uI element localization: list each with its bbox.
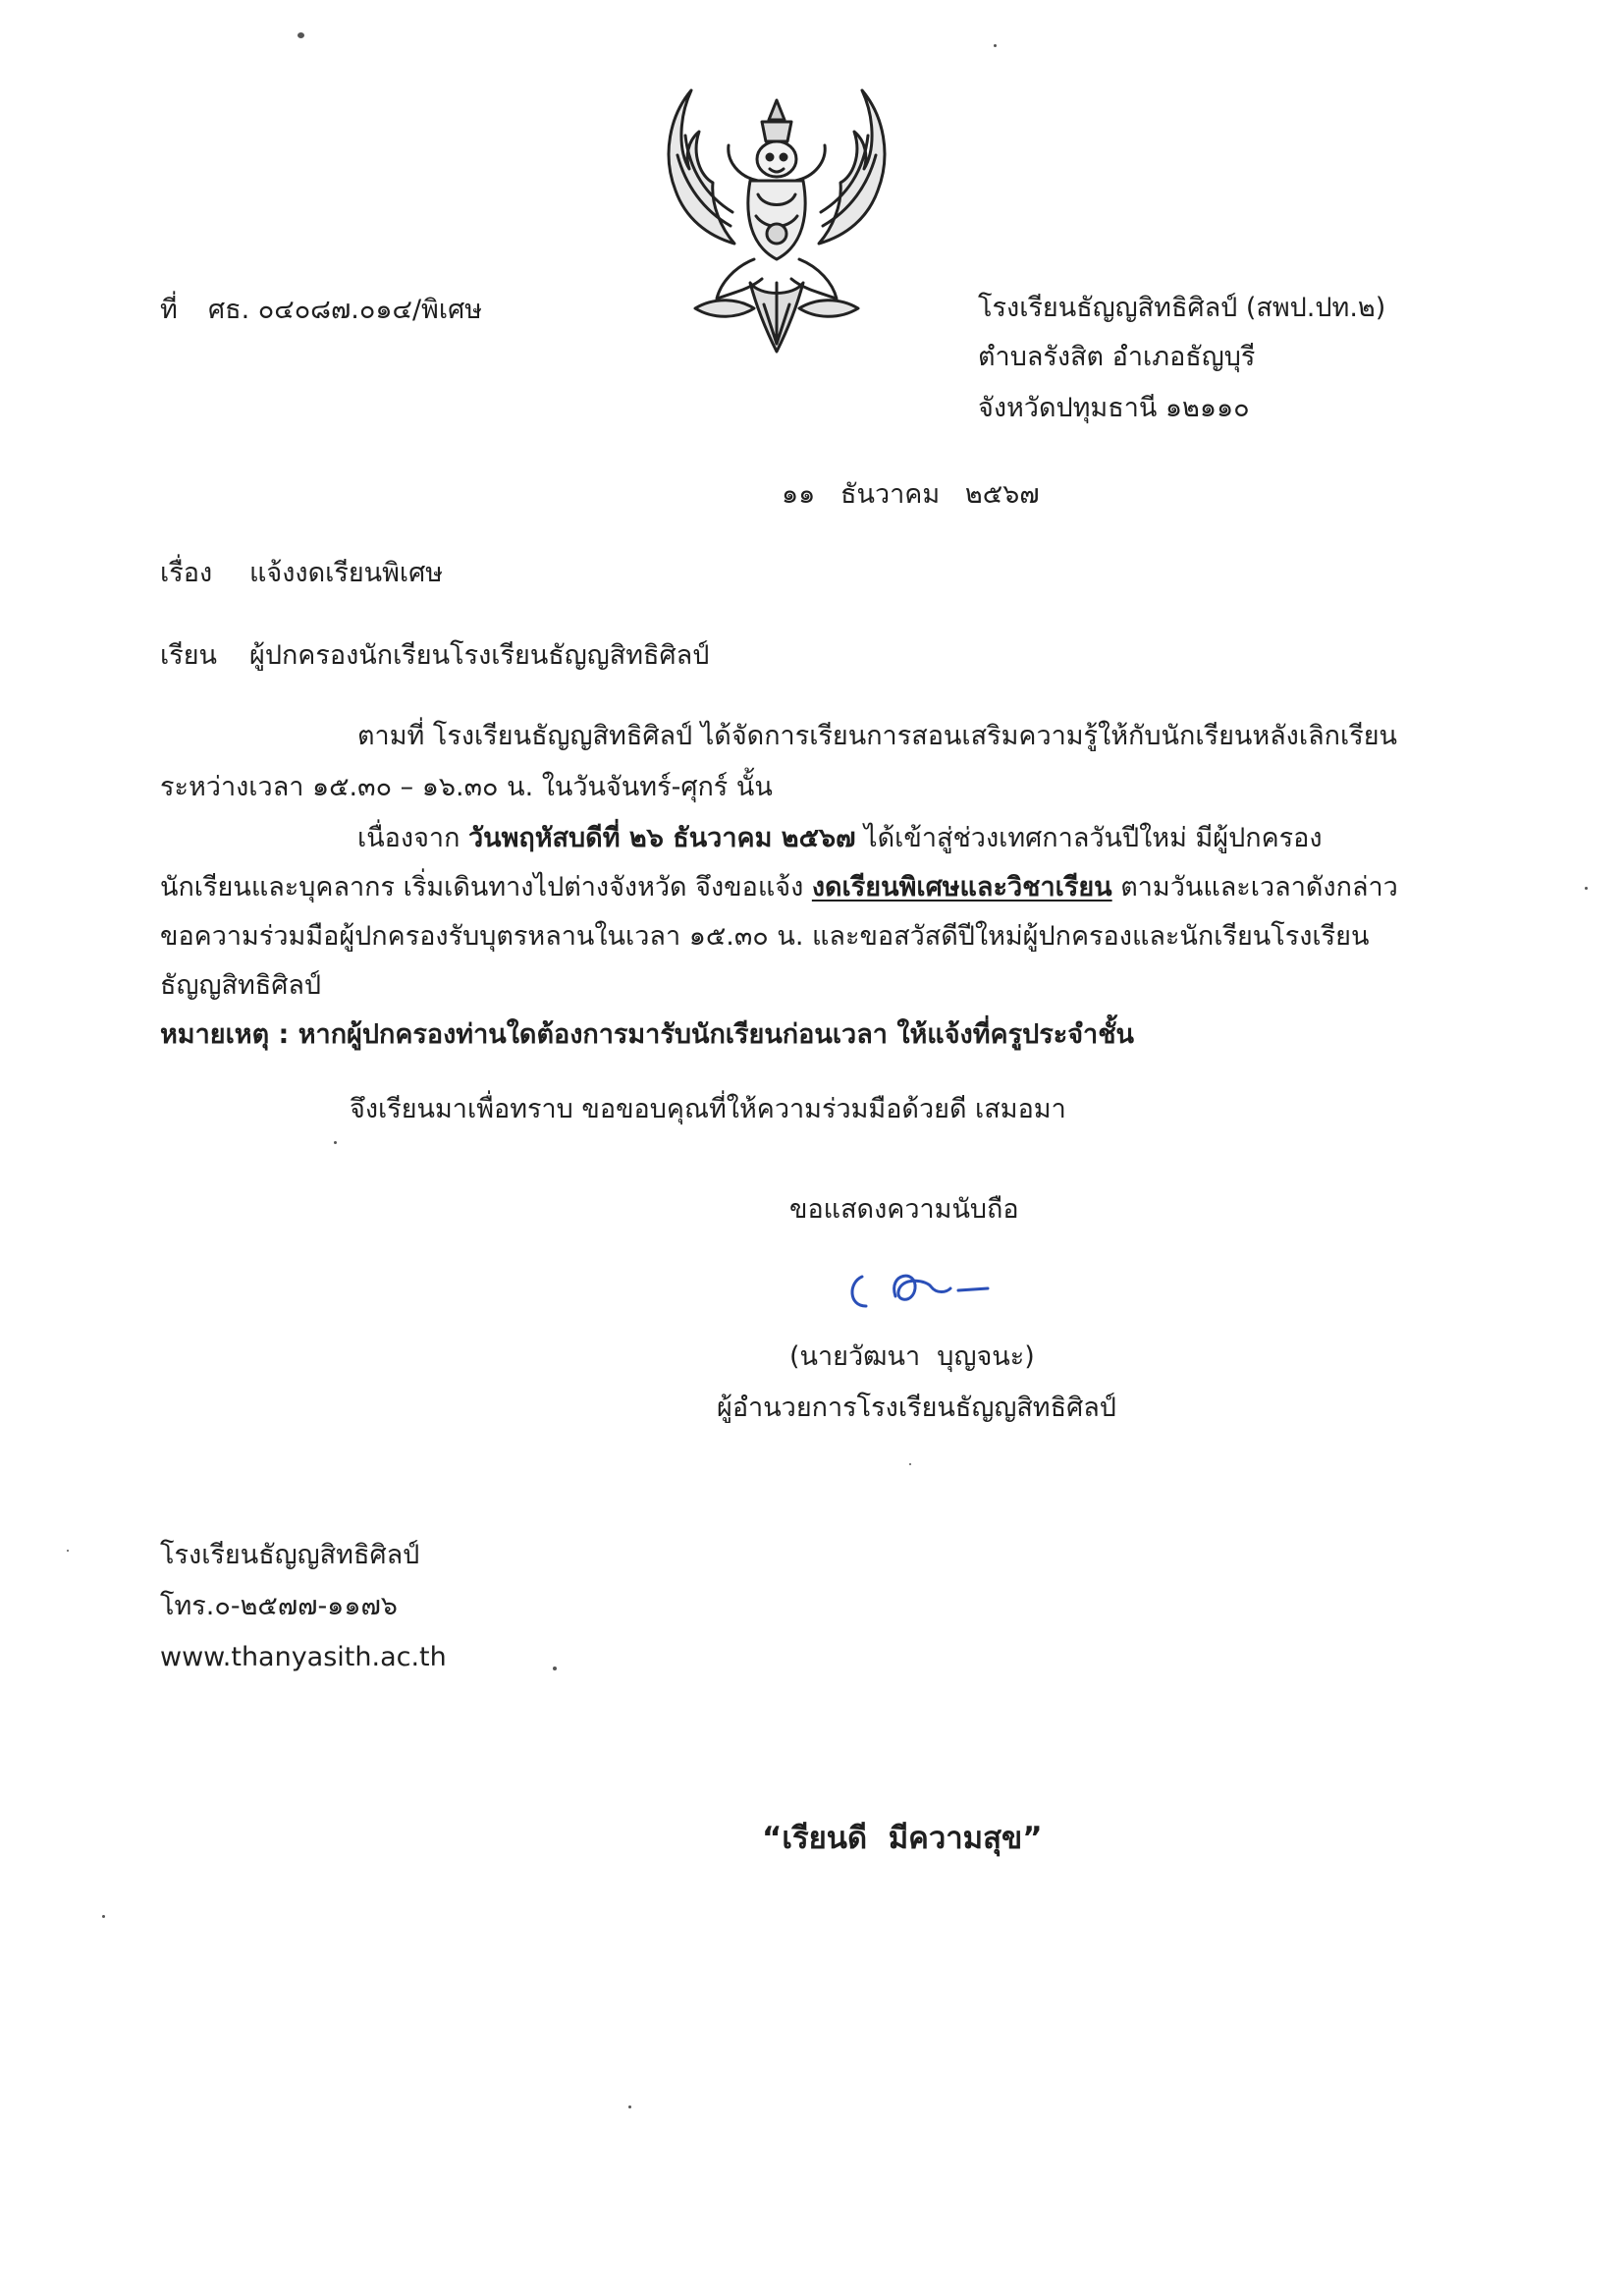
garuda-emblem: [656, 86, 897, 355]
scan-speck: [909, 1463, 911, 1465]
note: หมายเหตุ : หากผู้ปกครองท่านใดต้องการมารับนักเรียนก่อนเวลา ให้แจ้งที่ครูประจำชั้น: [160, 1019, 1134, 1050]
school-slogan: “เรียนดี มีความสุข”: [762, 1821, 1043, 1856]
body-text: ตามวันและเวลาดังกล่าว: [1111, 872, 1398, 902]
salutation: ขอแสดงความนับถือ: [789, 1194, 1019, 1225]
subject-text: แจ้งงดเรียนพิเศษ: [249, 558, 444, 588]
scan-speck: [553, 1667, 557, 1670]
subject-label: เรื่อง: [160, 558, 213, 588]
recipient-text: ผู้ปกครองนักเรียนโรงเรียนธัญญสิทธิศิลป์: [249, 640, 710, 671]
address-line: จังหวัดปทุมธานี ๑๒๑๑๐: [978, 393, 1250, 423]
body-text: ได้เข้าสู่ช่วงเทศกาลวันปีใหม่ มีผู้ปกครอง: [855, 823, 1323, 853]
footer-phone: โทร.๐-๒๕๗๗-๑๑๗๖: [160, 1591, 398, 1621]
body-line: [357, 819, 1323, 858]
signatory-name: (นายวัฒนา บุญจนะ): [789, 1341, 1035, 1372]
ref-number: ศธ. ๐๔๐๘๗.๐๑๔/พิเศษ: [208, 295, 483, 325]
scan-speck: [334, 1141, 337, 1144]
address-line: ตำบลรังสิต อำเภอธัญบุรี: [978, 342, 1256, 372]
body-line: ธัญญสิทธิศิลป์: [160, 970, 322, 1001]
body-text: นักเรียนและบุคลากร เริ่มเดินทางไปต่างจังหวัด จึงขอแจ้ง: [160, 872, 812, 902]
footer-website: www.thanyasith.ac.th: [160, 1642, 447, 1672]
scan-speck: [102, 1915, 105, 1918]
scan-speck: [298, 32, 304, 38]
scan-speck: [994, 44, 997, 47]
holiday-date: วันพฤหัสบดีที่ ๒๖ ธันวาคม ๒๕๖๗: [468, 823, 856, 853]
recipient-label: เรียน: [160, 640, 218, 671]
scan-speck: [628, 2105, 631, 2108]
scan-speck: [1585, 887, 1588, 890]
address-line: โรงเรียนธัญญสิทธิศิลป์ (สพป.ปท.๒): [978, 293, 1386, 323]
signatory-position: ผู้อำนวยการโรงเรียนธัญญสิทธิศิลป์: [717, 1393, 1116, 1423]
body-line: ขอความร่วมมือผู้ปกครองรับบุตรหลานในเวลา ๑๕.๓๐ น. และขอสวัสดีปีใหม่ผู้ปกครองและนักเรียนโรงเรียน: [160, 921, 1370, 952]
body-line: ระหว่างเวลา ๑๕.๓๐ – ๑๖.๓๐ น. ในวันจันทร์-ศุกร์ นั้น: [160, 772, 773, 802]
body-line: ตามที่ โรงเรียนธัญญสิทธิศิลป์ ได้จัดการเรียนการสอนเสริมความรู้ให้กับนักเรียนหลังเลิกเรียน: [357, 721, 1397, 751]
cancellation-notice: งดเรียนพิเศษและวิชาเรียน: [811, 872, 1112, 902]
footer-school: โรงเรียนธัญญสิทธิศิลป์: [160, 1540, 420, 1570]
body-text: เนื่องจาก: [357, 823, 468, 853]
closing-sentence: จึงเรียนมาเพื่อทราบ ขอขอบคุณที่ให้ความร่วมมือด้วยดี เสมอมา: [350, 1094, 1066, 1124]
body-line: [160, 868, 1398, 907]
letter-date: ๑๑ ธันวาคม ๒๕๖๗: [782, 479, 1040, 510]
ref-label: ที่: [160, 295, 178, 325]
handwritten-signature: [844, 1263, 1011, 1322]
scan-speck: [67, 1550, 69, 1552]
